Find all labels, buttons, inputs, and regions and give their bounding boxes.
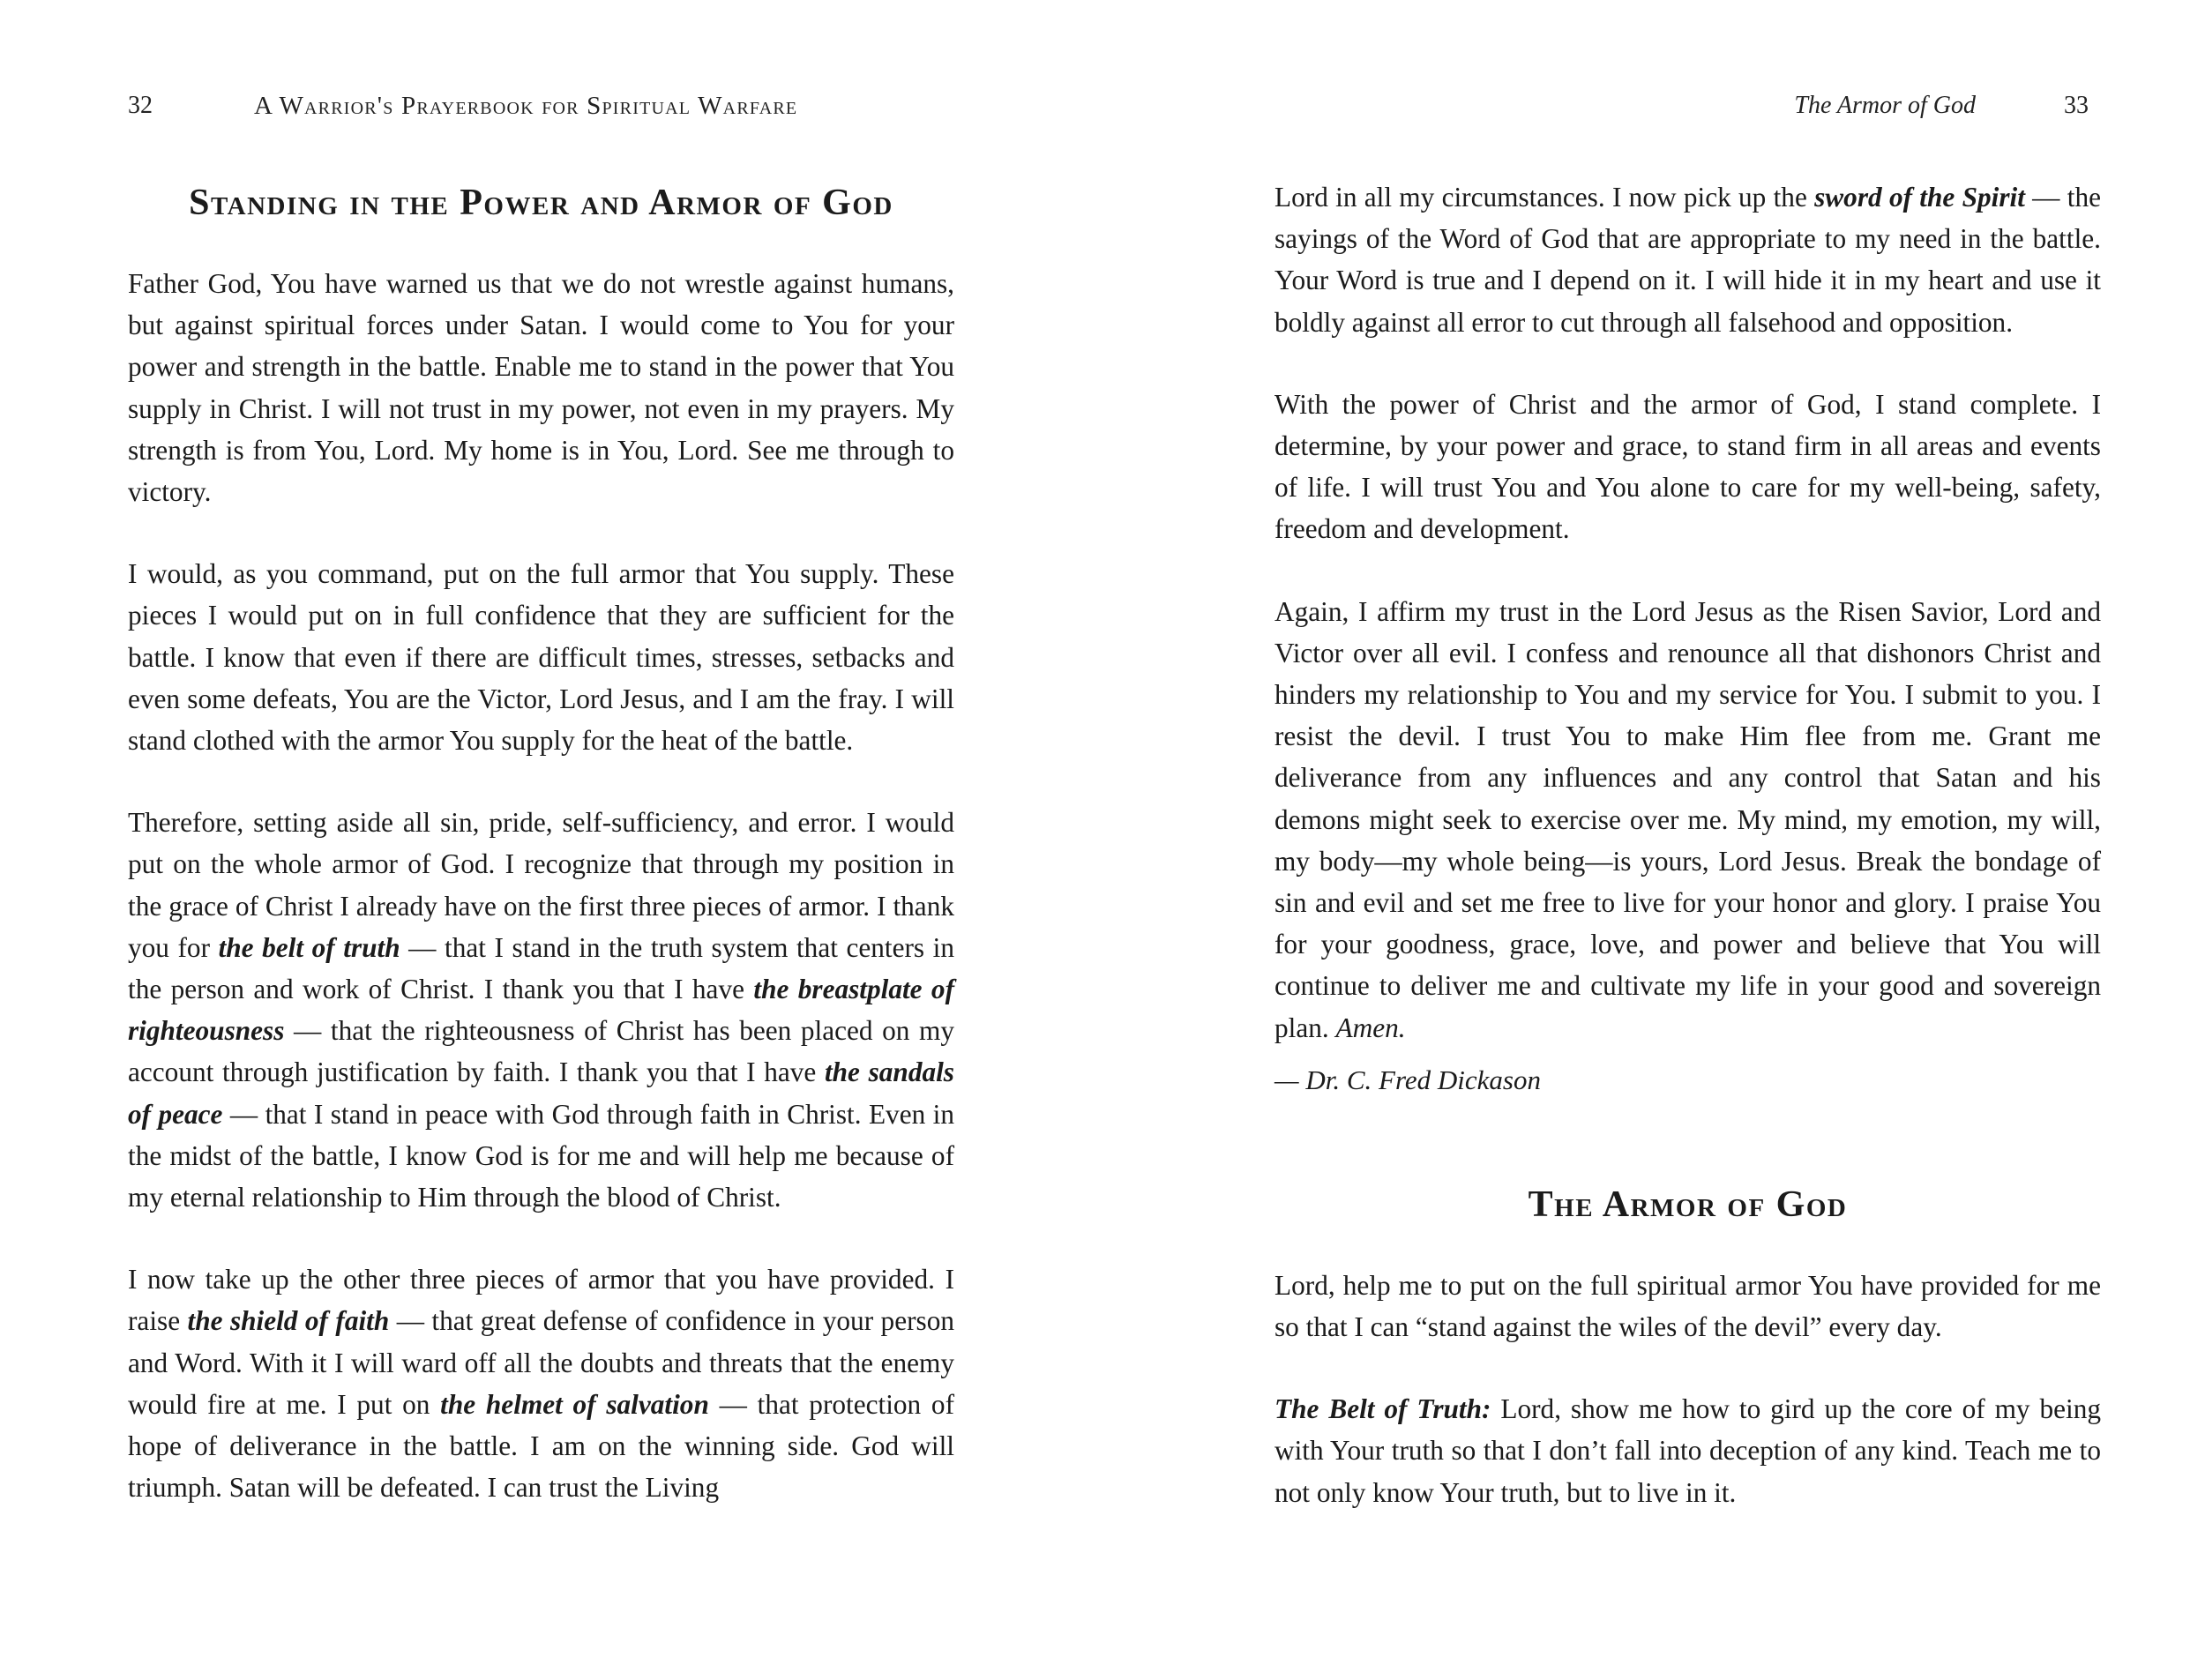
- paragraph: [1274, 1388, 2101, 1513]
- paragraph: [1274, 591, 2101, 1049]
- text-run: — that I stand in the truth system that centers in the person and work of Christ. I thank you that I have: [128, 931, 954, 1005]
- paragraph: With the power of Christ and the armor of God, I stand complete. I determine, by your power and grace, to stand firm in all areas and events of life. I will trust You and You alone to care for my well-being, safety, freedom and development.: [1274, 388, 2101, 545]
- paragraph: [128, 1258, 954, 1508]
- text-run: I now take up the other three pieces of armor that you have provided. I raise: [128, 1264, 954, 1337]
- right-page: [1102, 0, 2205, 1680]
- running-title: A Warrior's Prayerbook for Spiritual Warfare: [254, 92, 798, 120]
- text-run: Lord in all my circumstances. I now pick up the: [1274, 182, 1815, 213]
- text-run: — that I stand in peace with God through faith in Christ. Even in the midst of the battle, I know God is for me and will help me because of my eternal relationship to Him through the blood of Christ.: [128, 1098, 954, 1213]
- armor-term: the breastplate of righteousness: [128, 974, 954, 1047]
- amen: Amen.: [1335, 1012, 1406, 1043]
- text-run: — that protection of hope of deliverance in the battle. I am on the winning side. God will triumph. Satan will be defeated. I can trust the Living: [128, 1388, 954, 1504]
- section-heading: The Armor of God: [1528, 1183, 1848, 1225]
- paragraph: I would, as you command, put on the full armor that You supply. These pieces I would put on in full confidence that they are sufficient for the battle. I know that even if there are difficult times, stresses, setbacks and even some defeats, You are the Victor, Lord Jesus, and I am the fray. I will stand clothed with the armor You supply for the heat of the battle.: [128, 558, 954, 757]
- paragraph: [128, 802, 954, 1218]
- left-page: [0, 0, 1102, 1680]
- section-heading: Standing in the Power and Armor of God: [189, 183, 893, 223]
- paragraph: Lord, help me to put on the full spiritual armor You have provided for me so that I can “stand against the wiles of the devil” every day.: [1274, 1269, 2101, 1343]
- page-number: 33: [2064, 92, 2089, 119]
- armor-label: The Belt of Truth:: [1274, 1393, 1491, 1425]
- armor-term: the sandals of peace: [128, 1057, 954, 1130]
- armor-term: the shield of faith: [187, 1305, 390, 1337]
- paragraph: Father God, You have warned us that we do not wrestle against humans, but against spiritual forces under Satan. I would come to You for your power and strength in the battle. Enable me to stand in the power that You supply in Christ. I will not trust in my power, not even in my prayers. My strength is from You, Lord. My home is in You, Lord. See me through to victory.: [128, 268, 954, 508]
- text-run: — the sayings of the Word of God that are appropriate to my need in the battle. Your Word is true and I depend on it. I will hide it in my heart and use it boldly against all error to cut through all falsehood and opposition.: [1274, 182, 2101, 338]
- text-run: — that the righteousness of Christ has been placed on my account through justification by faith. I thank you that I have: [128, 1015, 954, 1088]
- running-title: The Armor of God: [1794, 92, 1976, 119]
- paragraph: [1274, 176, 2101, 343]
- text-run: Therefore, setting aside all sin, pride, self-sufficiency, and error. I would put on the whole armor of God. I recognize that through my position in the grace of Christ I already have on the first three pieces of armor. I thank you for: [128, 807, 954, 963]
- armor-term: the helmet of salvation: [440, 1388, 709, 1420]
- left-text-column: [128, 176, 954, 1549]
- text-run: — that great defense of confidence in your person and Word. With it I will ward off all the doubts and threats that the enemy would fire at me. I put on: [128, 1305, 954, 1420]
- armor-term: the belt of truth: [218, 931, 400, 963]
- right-text-column: [1274, 176, 2101, 1554]
- armor-term: sword of the Spirit: [1814, 182, 2025, 213]
- signature: — Dr. C. Fred Dickason: [1274, 1064, 1541, 1095]
- text-run: Lord, show me how to gird up the core of my being with Your truth so that I don’t fall into deception of any kind. Teach me to not only know Your truth, but to live in it.: [1274, 1393, 2102, 1508]
- page-number: 32: [128, 92, 153, 119]
- text-run: Again, I affirm my trust in the Lord Jesus as the Risen Savior, Lord and Victor over all evil. I confess and renounce all that dishonors Christ and hinders my relationship to You and my service for You. I submit to you. I resist the devil. I trust You to make Him flee from me. Grant me deliverance from any influences and any control that Satan and his demons might seek to exercise over me. My mind, my emotion, my will, my body—my whole being—is yours, Lord Jesus. Break the bondage of sin and evil and set me free to live for your honor and glory. I praise You for your goodness, grace, love, and power and believe that You will continue to deliver me and cultivate my life in your good and sovereign plan.: [1274, 595, 2101, 1043]
